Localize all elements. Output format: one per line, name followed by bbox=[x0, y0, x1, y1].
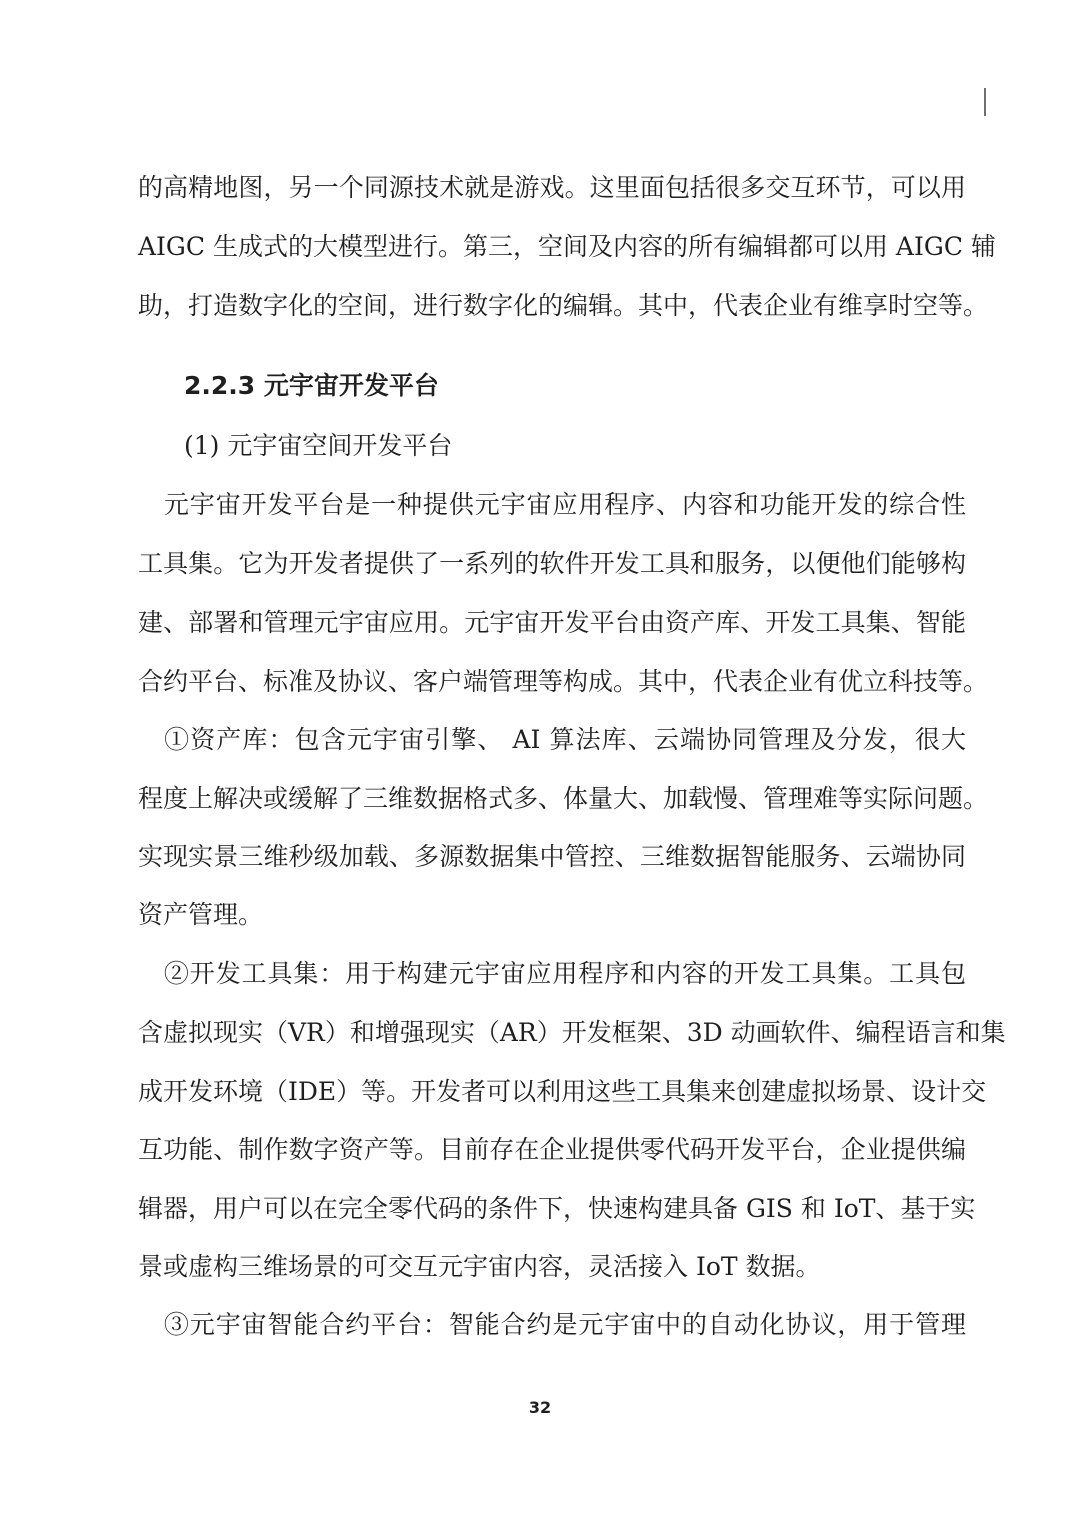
text-line: 建、部署和管理元宇宙应用。元宇宙开发平台由资产库、开发工具集、智能 bbox=[138, 608, 966, 637]
text-line: ①资产库：包含元宇宙引擎、 AI 算法库、云端协同管理及分发，很大 bbox=[138, 725, 966, 754]
header-margin-mark bbox=[984, 88, 986, 116]
subsection-heading: (1) 元宇宙空间开发平台 bbox=[184, 431, 453, 460]
text-line: 合约平台、标准及协议、客户端管理等构成。其中，代表企业有优立科技等。 bbox=[138, 667, 989, 696]
text-line: 实现实景三维秒级加载、多源数据集中管控、三维数据智能服务、云端协同 bbox=[138, 842, 966, 871]
text-line: 互功能、制作数字资产等。目前存在企业提供零代码开发平台，企业提供编 bbox=[138, 1135, 966, 1164]
text-line: 景或虚构三维场景的可交互元宇宙内容，灵活接入 IoT 数据。 bbox=[138, 1252, 821, 1281]
text-line: 资产管理。 bbox=[138, 900, 264, 929]
text-line: 工具集。它为开发者提供了一系列的软件开发工具和服务，以便他们能够构 bbox=[138, 549, 966, 578]
page-number: 32 bbox=[528, 1398, 552, 1417]
text-line: AIGC 生成式的大模型进行。第三，空间及内容的所有编辑都可以用 AIGC 辅 bbox=[138, 232, 996, 261]
text-line: ②开发工具集：用于构建元宇宙应用程序和内容的开发工具集。工具包 bbox=[138, 959, 966, 988]
text-line: 助，打造数字化的空间，进行数字化的编辑。其中，代表企业有维享时空等。 bbox=[138, 291, 989, 320]
text-line: 辑器，用户可以在完全零代码的条件下，快速构建具备 GIS 和 IoT、基于实 bbox=[138, 1194, 976, 1223]
text-line: 元宇宙开发平台是一种提供元宇宙应用程序、内容和功能开发的综合性 bbox=[138, 490, 966, 519]
text-line: 含虚拟现实（VR）和增强现实（AR）开发框架、3D 动画软件、编程语言和集 bbox=[138, 1018, 1006, 1047]
section-heading: 2.2.3 元宇宙开发平台 bbox=[184, 371, 439, 400]
text-line: ③元宇宙智能合约平台：智能合约是元宇宙中的自动化协议，用于管理 bbox=[138, 1310, 966, 1339]
text-line: 成开发环境（IDE）等。开发者可以利用这些工具集来创建虚拟场景、设计交 bbox=[138, 1077, 987, 1106]
text-line: 的高精地图，另一个同源技术就是游戏。这里面包括很多交互环节，可以用 bbox=[138, 173, 966, 202]
text-line: 程度上解决或缓解了三维数据格式多、体量大、加载慢、管理难等实际问题。 bbox=[138, 784, 989, 813]
